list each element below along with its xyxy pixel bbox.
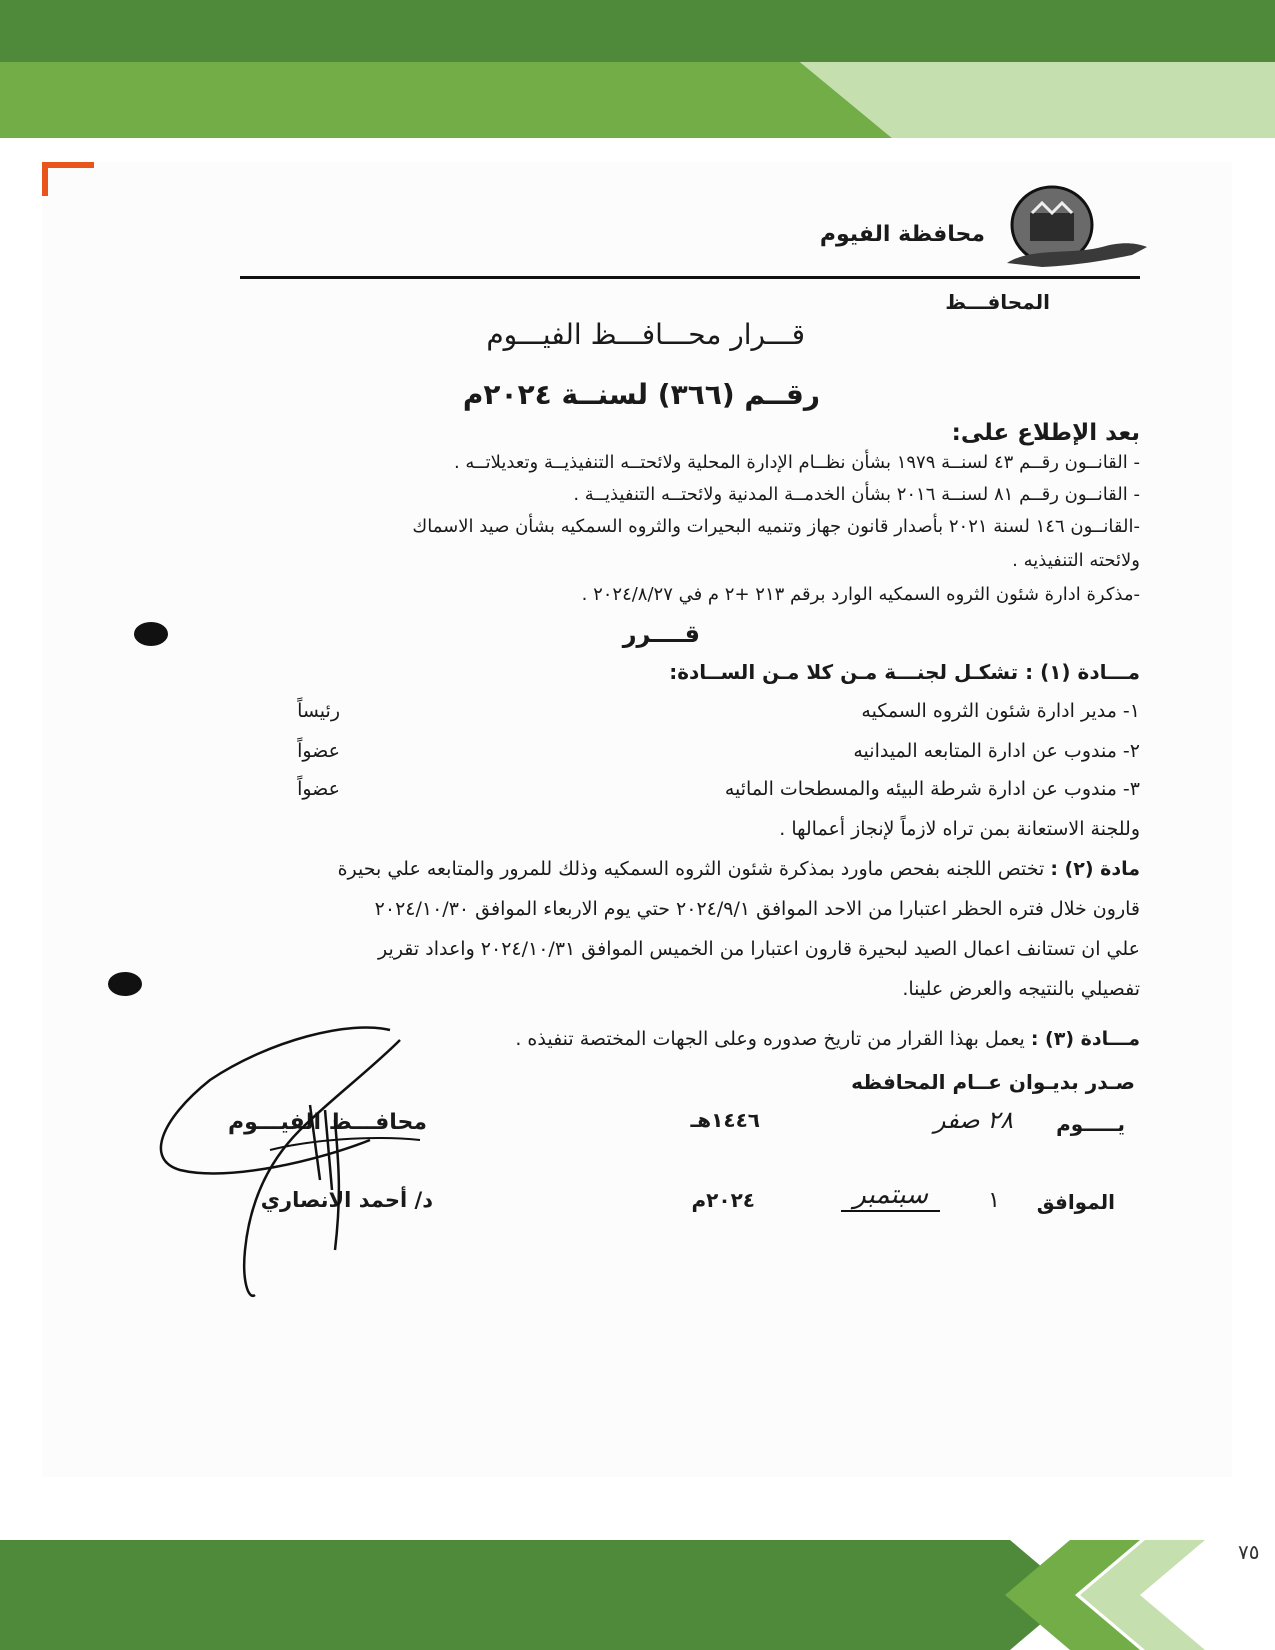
governorate-emblem-icon [1002,185,1150,275]
member-role: رئيساً [297,700,340,722]
signatory-title: محافـــظ الفيـــوم [227,1110,427,1135]
gregorian-label: الموافق [1036,1190,1115,1214]
gregorian-year: ٢٠٢٤م [691,1188,755,1212]
decree-title: قـــرار محـــافـــظ الفيـــوم [486,318,805,351]
committee-member-1 [210,700,1140,734]
article2-line: تختص اللجنه بفحص ماورد بمذكرة شئون الثروه السمكيه وذلك للمرور والمتابعه علي بحيرة [337,858,1045,880]
bottom-decorative-band [0,1540,1275,1650]
preamble-item: -مذكرة ادارة شئون الثروه السمكيه الوارد برقم ٢١٣ +٢ م في ٢٠٢٤/٨/٢٧ . [581,584,1140,605]
member-role: عضواً [297,778,340,800]
member-text: ٢- مندوب عن ادارة المتابعه الميدانيه [853,740,1140,762]
scan-corner-mark [42,162,94,196]
punch-hole-top [134,622,168,646]
article1-heading: مـــادة (١) : تشكـل لجنـــة مـن كلا مـن الســادة: [669,660,1140,684]
article2-line: قارون خلال فتره الحظر اعتبارا من الاحد الموافق ٢٠٢٤/٩/١ حتي يوم الاربعاء الموافق ٢٠٢٤/١٠/٣٠ [374,898,1140,920]
gregorian-month-handwritten: سبتمبر [841,1180,940,1212]
preamble-item: - القانــون رقــم ٤٣ لسنــة ١٩٧٩ بشأن نظــام الإدارة المحلية ولائحتــه التنفيذيــة وتعديلاتــه . [453,452,1140,473]
day-handwritten: ٢٨ صفر [933,1106,1013,1134]
header-rule [240,276,1140,279]
committee-member-2 [210,740,1140,774]
top-decorative-band [0,0,1275,140]
article2 [160,858,1140,1018]
office-title: المحافـــظ [945,290,1050,314]
member-role: عضواً [297,740,340,762]
governorate-name: محافظة الفيوم [819,222,985,247]
article2-line: تفصيلي بالنتيجه والعرض علينا. [902,978,1140,1000]
committee-member-3 [210,778,1140,812]
article2-label: مادة (٢) : [1050,858,1140,880]
article3-label: مـــادة (٣) : [1030,1028,1140,1050]
member-text: ١- مدير ادارة شئون الثروه السمكيه [861,700,1140,722]
preamble-list [180,452,1140,612]
preamble-item: ولائحته التنفيذيه . [1012,550,1140,571]
decree-number: رقــم (٣٦٦) لسنــة ٢٠٢٤م [462,378,820,411]
signatory-name: د/ أحمد الانصاري [260,1188,433,1212]
punch-hole-bottom [108,972,142,996]
page-number: ٧٥ [1238,1540,1260,1564]
day-label: يـــــوم [1056,1112,1125,1136]
decision-heading: قــــرر [622,620,700,648]
article1-closing: وللجنة الاستعانة بمن تراه لازماً لإنجاز أعمالها . [779,818,1140,840]
preamble-item: -القانــون ١٤٦ لسنة ٢٠٢١ بأصدار قانون جهاز وتنميه البحيرات والثروه السمكيه بشأن صيد الاسماك [412,516,1140,537]
article3-text: يعمل بهذا القرار من تاريخ صدوره وعلى الجهات المختصة تنفيذه . [515,1028,1025,1050]
hijri-year: ١٤٤٦هـ [690,1108,760,1132]
article3 [515,1028,1140,1050]
member-text: ٣- مندوب عن ادارة شرطة البيئه والمسطحات المائيه [724,778,1140,800]
preamble-item: - القانــون رقــم ٨١ لسنــة ٢٠١٦ بشأن الخدمــة المدنية ولائحتــه التنفيذيــة . [573,484,1140,505]
article2-line: علي ان تستانف اعمال الصيد لبحيرة قارون اعتبارا من الخميس الموافق ٢٠٢٤/١٠/٣١ واعداد تقرير [378,938,1140,960]
handwritten-signature [150,1010,440,1310]
preamble-heading: بعد الإطلاع على: [951,420,1140,446]
gregorian-day: ١ [988,1188,1000,1213]
issued-at: صـدر بديـوان عــام المحافظه [851,1070,1135,1094]
